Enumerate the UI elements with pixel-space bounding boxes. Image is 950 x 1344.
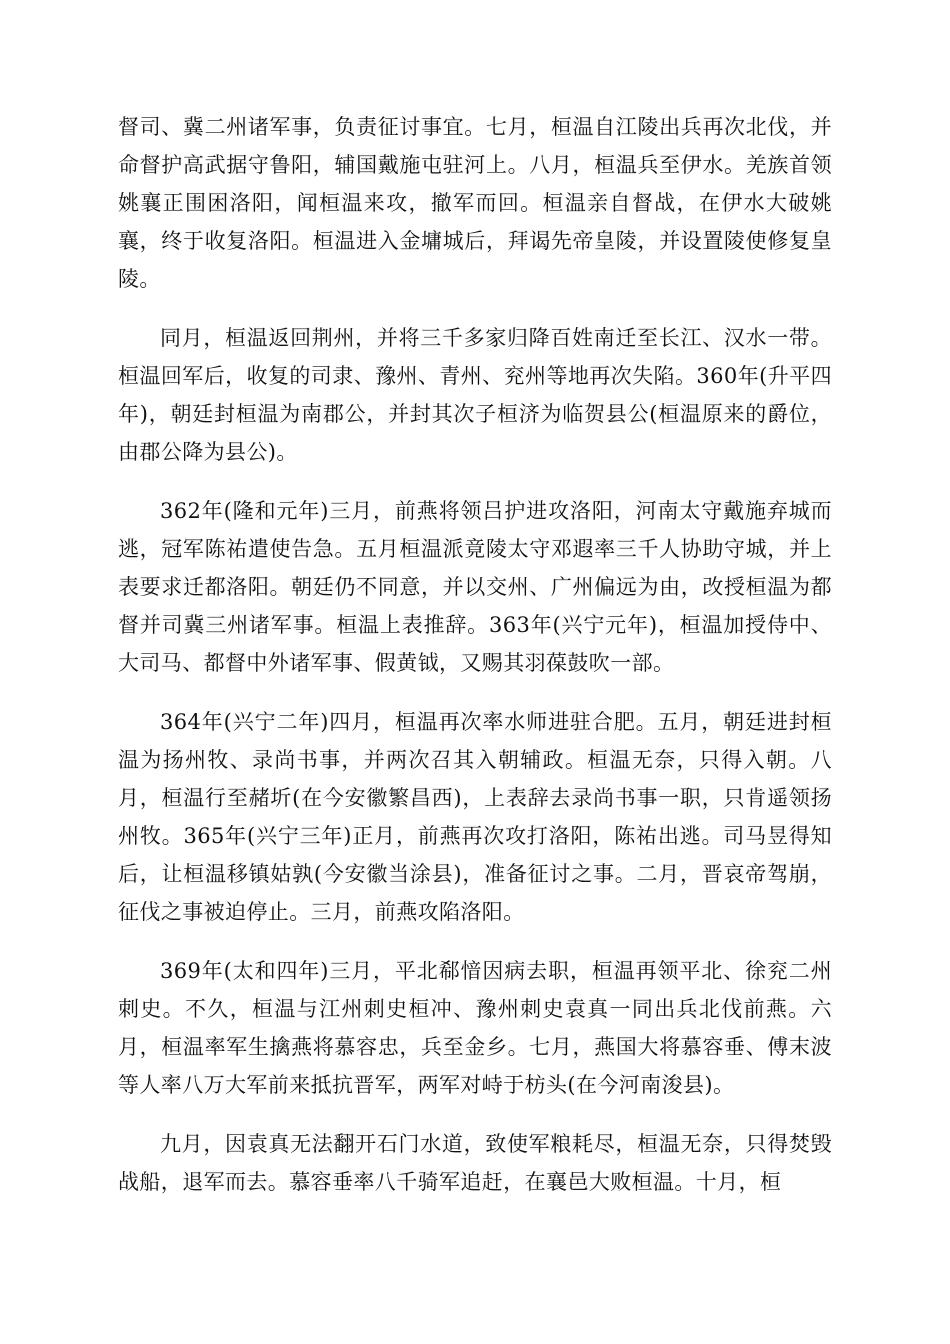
paragraph-1: 督司、冀二州诸军事，负责征讨事宜。七月，桓温自江陵出兵再次北伐，并命督护高武据守鲁阳，辅国戴施屯驻河上。八月，桓温兵至伊水。羌族首领姚襄正围困洛阳，闻桓温来攻，撤军而回。桓温亲自督战，在伊水大破姚襄，终于收复洛阳。桓温进入金墉城后，拜谒先帝皇陵，并设置陵使修复皇陵。 — [118, 115, 832, 291]
paragraph-3: 362年(隆和元年)三月，前燕将领吕护进攻洛阳，河南太守戴施弃城而逃，冠军陈祐遣使告急。五月桓温派竟陵太守邓遐率三千人协助守城，并上表要求迁都洛阳。朝廷仍不同意，并以交州、广州偏远为由，改授桓温为都督并司冀三州诸军事。桓温上表推辞。363年(兴宁元年)，桓温加授侍中、大司马、都督中外诸军事、假黄钺，又赐其羽葆鼓吹一部。 — [118, 499, 832, 675]
paragraph-4: 364年(兴宁二年)四月，桓温再次率水师进驻合肥。五月，朝廷进封桓温为扬州牧、录尚书事，并两次召其入朝辅政。桓温无奈，只得入朝。八月，桓温行至赭圻(在今安徽繁昌西)，上表辞去录尚书事一职，只肯遥领扬州牧。365年(兴宁三年)正月，前燕再次攻打洛阳，陈祐出逃。司马昱得知后，让桓温移镇姑孰(今安徽当涂县)，准备征讨之事。二月，晋哀帝驾崩，征伐之事被迫停止。三月，前燕攻陷洛阳。 — [118, 710, 832, 924]
paragraph-2: 同月，桓温返回荆州，并将三千多家归降百姓南迁至长江、汉水一带。桓温回军后，收复的司隶、豫州、青州、兖州等地再次失陷。360年(升平四年)，朝廷封桓温为南郡公，并封其次子桓济为临贺县公(桓温原来的爵位，由郡公降为县公)。 — [118, 326, 832, 464]
paragraph-6: 九月，因袁真无法翻开石门水道，致使军粮耗尽，桓温无奈，只得焚毁战船，退军而去。慕容垂率八千骑军追赶，在襄邑大败桓温。十月，桓 — [118, 1132, 832, 1194]
paragraph-5: 369年(太和四年)三月，平北郗愔因病去职，桓温再领平北、徐兖二州刺史。不久，桓温与江州刺史桓冲、豫州刺史袁真一同出兵北伐前燕。六月，桓温率军生擒燕将慕容忠，兵至金乡。七月，燕国大将慕容垂、傅末波等人率八万大军前来抵抗晋军，两军对峙于枋头(在今河南浚县)。 — [118, 959, 832, 1097]
